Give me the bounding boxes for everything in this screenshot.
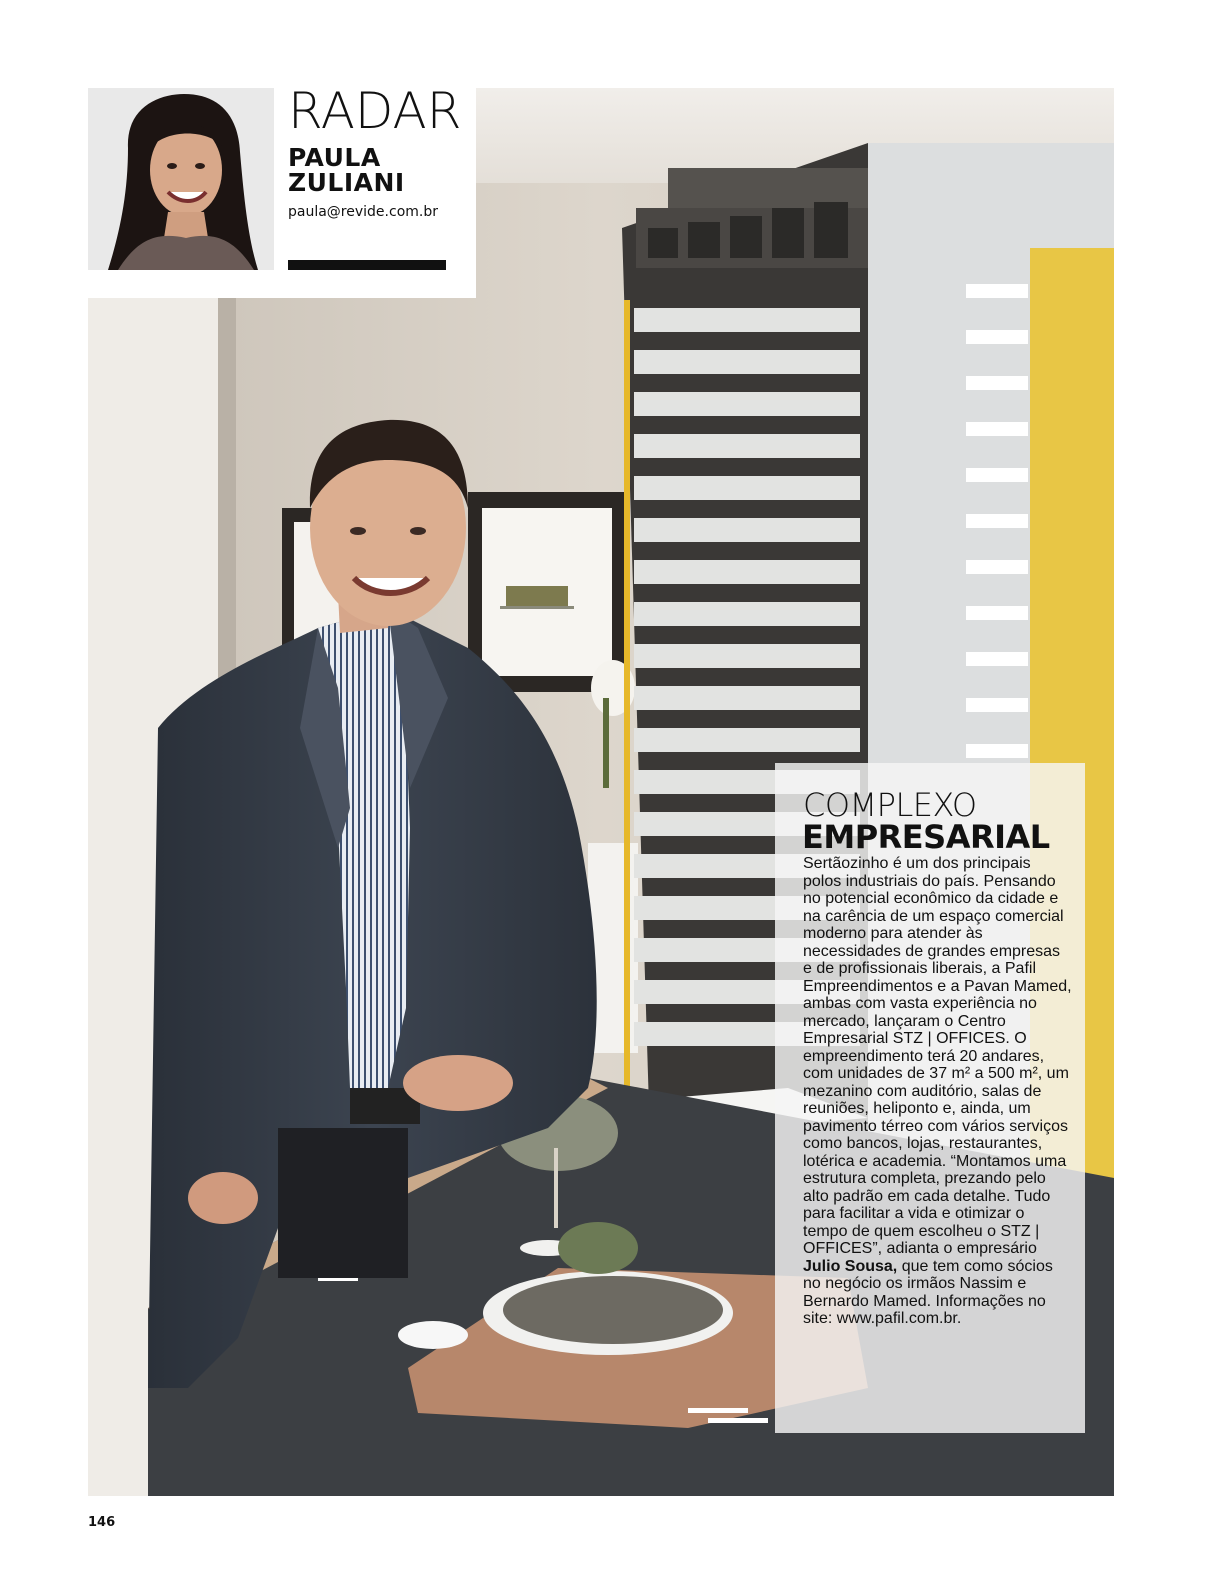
- model-car: [398, 1321, 468, 1349]
- column-header: [88, 82, 476, 298]
- section-title: RADAR: [288, 82, 462, 140]
- author-first-name: PAULA: [288, 143, 381, 172]
- picture-frame-right: [468, 492, 626, 692]
- article-body-text-2: que tem como sócios no negócio os irmãos Nassim e Bernardo Mamed. Informações no site: www.pafil.com.br.: [803, 1257, 1053, 1327]
- article-kicker: COMPLEXO: [803, 786, 977, 824]
- article-body-text-1: Sertãozinho é um dos principais polos industriais do país. Pensando no potencial econômico da cidade e na carência de um espaço comercial moderno para atender às necessidades de grandes empresas e de profissionais liberais, a Pafil Empreendimentos e a Pavan Mamed, ambas com vasta experiência no mercado, lançaram o Centro Empresarial STZ | OFFICES. O empreendimento terá 20 andares, com unidades de 37 m² a 500 m², um mezanino com auditório, salas de reuniões, heliponto e, ainda, um pavimento térreo com vários serviços como bancos, lojas, restaurantes, lotérica e academia. “Montamos uma estrutura completa, prezando pelo alto padrão em cada detalhe. Tudo para facilitar a vida e otimizar o tempo de quem escolheu o STZ | OFFICES”, adianta o empresário: [803, 855, 1072, 1257]
- author-portrait: [88, 88, 274, 270]
- author-last-name: ZULIANI: [288, 168, 405, 197]
- man-hand: [403, 1055, 513, 1111]
- article-body-bold-name: Julio Sousa,: [803, 1257, 898, 1275]
- header-rule: [288, 260, 446, 270]
- author-email: paula@revide.com.br: [288, 204, 438, 220]
- author-photo: [88, 88, 274, 270]
- page-number: 146: [88, 1515, 116, 1530]
- article-headline: EMPRESARIAL: [802, 818, 1050, 856]
- article-body: [803, 855, 1073, 1328]
- article-box: [775, 763, 1085, 1433]
